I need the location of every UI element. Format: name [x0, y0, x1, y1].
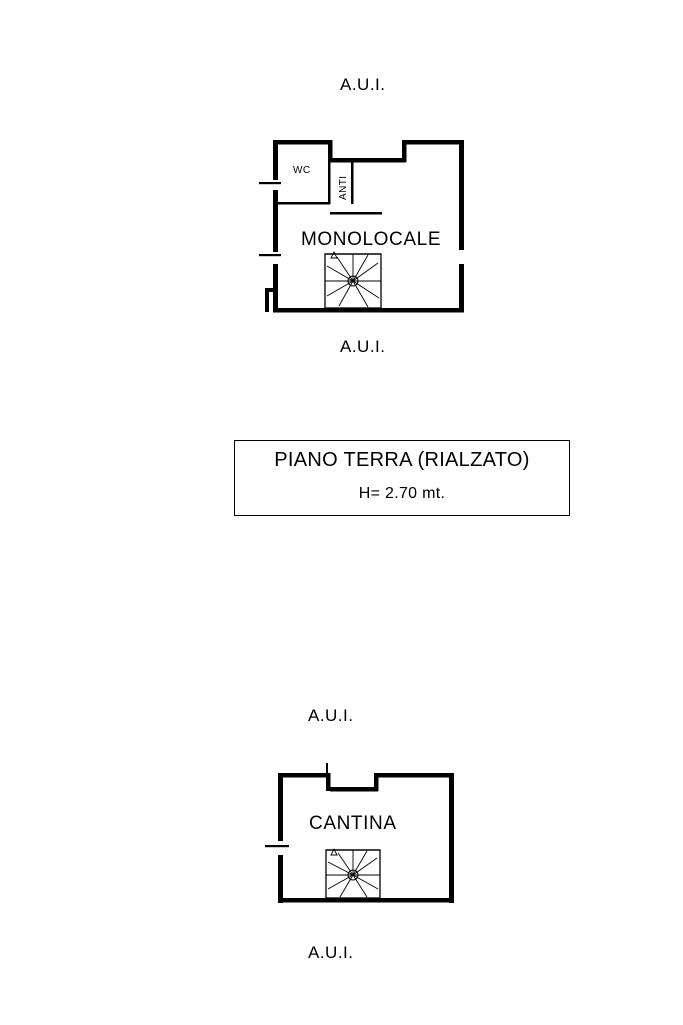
upper-plan-room-anti: ANTI: [338, 175, 349, 200]
caption-box: [234, 440, 570, 516]
upper-plan-label-bottom: A.U.I.: [340, 337, 386, 356]
caption-title: PIANO TERRA (RIALZATO): [274, 449, 530, 471]
lower-floor-plan: [270, 765, 475, 910]
caption-subtitle: H= 2.70 mt.: [358, 485, 446, 502]
upper-plan-label-top: A.U.I.: [340, 75, 386, 94]
lower-plan-room-main: CANTINA: [309, 813, 397, 834]
spiral-staircase-icon: [326, 849, 380, 898]
upper-plan-room-wc: WC: [293, 165, 311, 176]
lower-plan-drawing: [270, 765, 475, 915]
upper-floor-plan: [265, 132, 480, 322]
upper-plan-room-main: MONOLOCALE: [301, 229, 442, 250]
spiral-staircase-icon: [325, 252, 381, 308]
lower-plan-label-top: A.U.I.: [308, 706, 354, 725]
lower-plan-label-bottom: A.U.I.: [308, 943, 354, 962]
